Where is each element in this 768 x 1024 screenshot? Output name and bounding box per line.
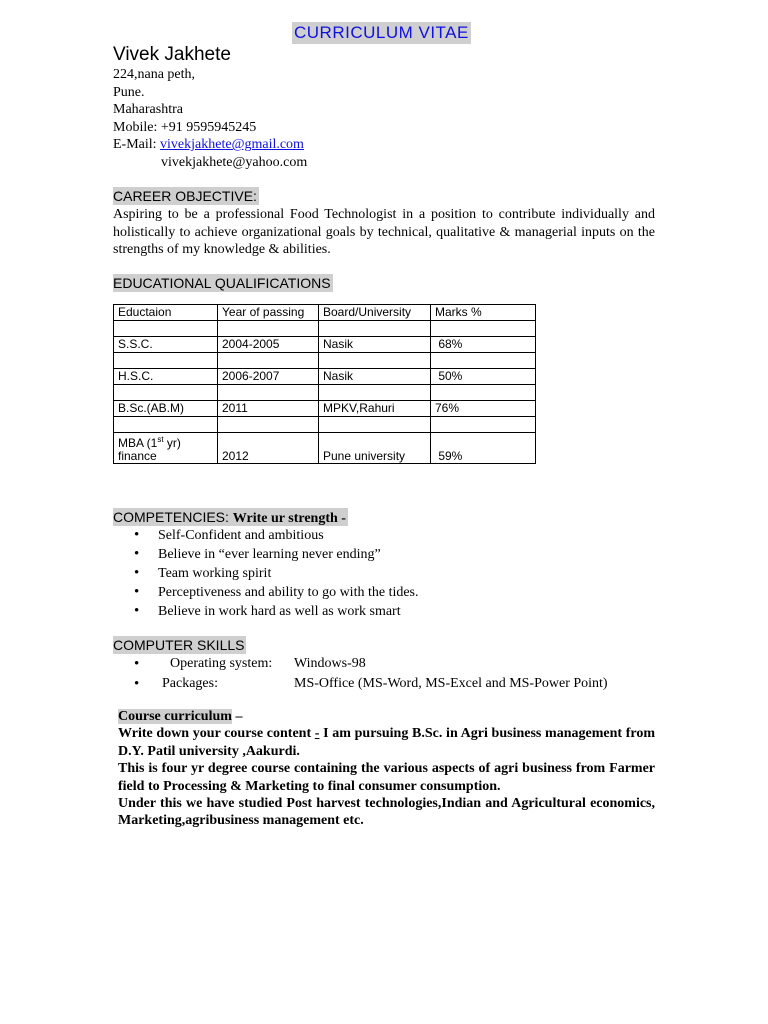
competencies-heading: COMPETENCIES: Write ur strength - [113,509,346,526]
table-header-cell: Eductaion [114,305,218,321]
table-spacer-row [114,353,536,369]
table-spacer-row [114,321,536,337]
list-item: • Believe in work hard as well as work smart [113,602,419,621]
career-objective-heading: CAREER OBJECTIVE: [113,188,257,204]
address-line-2: Pune. [113,84,145,100]
bullet-icon: • [134,676,140,692]
table-cell: 2012 [218,433,319,464]
table-cell: 2006-2007 [218,369,319,385]
table-cell: MPKV,Rahuri [319,401,431,417]
table-cell: 2004-2005 [218,337,319,353]
table-header-cell: Board/University [319,305,431,321]
table-spacer-row [114,385,536,401]
email-label: E-Mail: [113,137,161,153]
contact-block [113,66,307,172]
candidate-name: Vivek Jakhete [113,44,231,65]
table-header-row [114,305,536,321]
table-row [114,369,536,385]
address-line-1: 224,nana peth, [113,67,196,82]
education-heading: EDUCATIONAL QUALIFICATIONS [113,275,331,291]
table-spacer-row [114,417,536,433]
course-paragraph-1: Write down your course content - I am pursuing B.Sc. in Agri business management from D.Y. Patil university ,Aakurdi. [118,726,655,759]
table-cell: 59% [431,433,536,464]
table-row [114,401,536,417]
document-title: CURRICULUM VITAE [294,23,469,42]
skill-value: Windows-98 [294,656,366,671]
table-row [114,433,536,464]
skill-value: MS-Office (MS-Word, MS-Excel and MS-Power Point) [294,676,608,691]
bullet-icon: • [134,656,140,672]
list-item: • Believe in “ever learning never ending” [113,545,419,564]
table-header-cell: Year of passing [218,305,319,321]
email-secondary: vivekjakhete@yahoo.com [161,154,308,170]
list-item: • Team working spirit [113,564,419,583]
table-cell: 76% [431,401,536,417]
list-item: • Perceptiveness and ability to go with the tides. [113,583,419,602]
table-cell: Pune university [319,433,431,464]
table-row [114,337,536,353]
table-cell: Nasik [319,369,431,385]
email-link-gmail[interactable]: vivekjakhete@gmail.com [160,137,304,153]
address-line-3: Maharashtra [113,102,183,118]
table-cell: B.Sc.(AB.M) [114,401,218,417]
table-cell: 68% [431,337,536,353]
course-curriculum-section [118,708,655,830]
competencies-list [113,526,419,621]
course-paragraph-3: Under this we have studied Post harvest technologies,Indian and Agricultural economics, Marketing,agribusiness management etc. [118,796,655,829]
list-item: • Self-Confident and ambitious [113,526,419,545]
table-header-cell: Marks % [431,305,536,321]
table-cell: S.S.C. [114,337,218,353]
course-paragraph-2: This is four yr degree course containing the various aspects of agri business from Farmer field to Processing & Marketing to final consumer consumption. [118,761,655,794]
table-cell: 2011 [218,401,319,417]
table-cell: 50% [431,369,536,385]
table-cell: H.S.C. [114,369,218,385]
skill-label: Packages: [162,676,218,691]
education-table [113,304,536,464]
course-heading: Course curriculum [118,709,232,724]
table-cell-mba: MBA (1st yr) finance [114,433,218,464]
email-row [113,136,307,154]
computer-skills-heading: COMPUTER SKILLS [113,637,245,653]
skill-label: Operating system: [170,656,273,671]
table-cell: Nasik [319,337,431,353]
career-objective-text: Aspiring to be a professional Food Technologist in a position to contribute individually and holistically to achieve organizational goals by technical, qualitative & managerial inputs on the strengths of my knowledge & abilities. [113,207,655,257]
course-heading-row: Course curriculum – [118,709,243,724]
mobile-number: Mobile: +91 9595945245 [113,119,257,135]
